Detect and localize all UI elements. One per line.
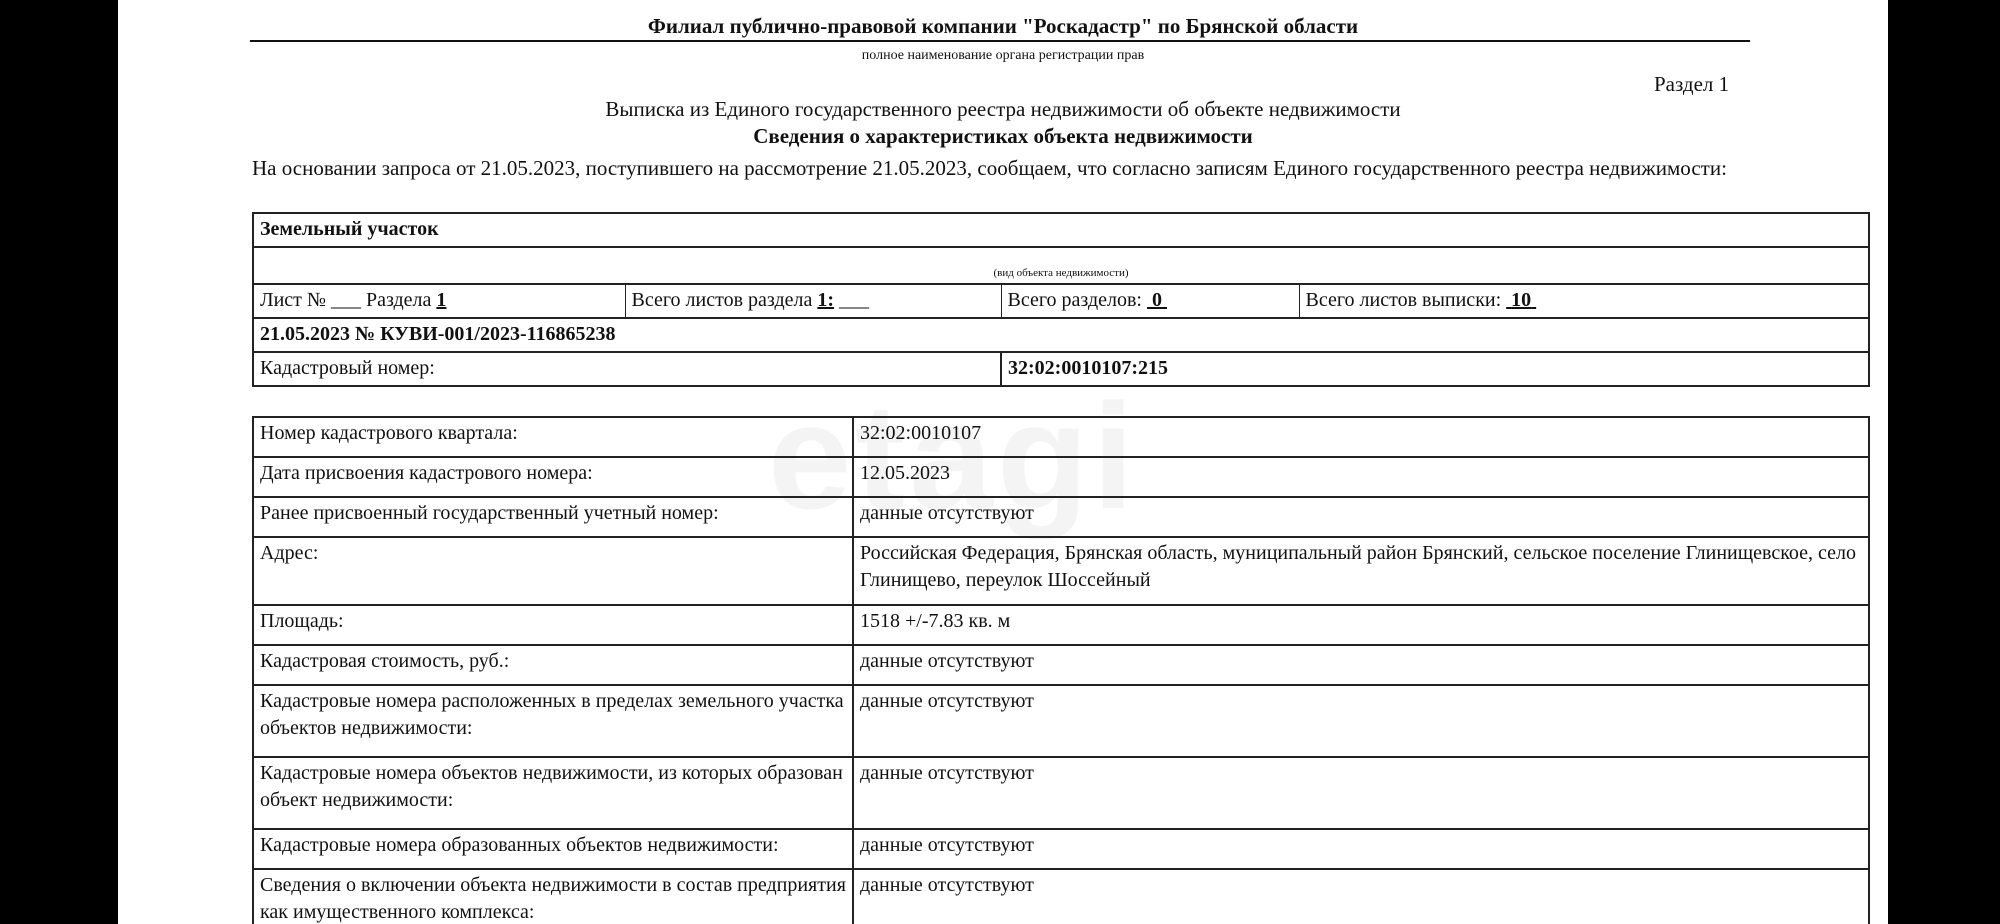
object-header-table xyxy=(252,212,1870,387)
object-type: Земельный участок xyxy=(253,213,1869,247)
document-subtitle: Сведения о характеристиках объекта недвижимости xyxy=(753,124,1253,148)
detail-value: данные отсутствуют xyxy=(853,645,1869,685)
detail-label: Номер кадастрового квартала: xyxy=(253,417,853,457)
total-sheets-section-cell: Всего листов раздела 1: ___ xyxy=(625,284,1001,318)
details-row xyxy=(253,645,1869,685)
detail-label: Адрес: xyxy=(253,537,853,605)
organization-caption: полное наименование органа регистрации прав xyxy=(861,48,1145,63)
detail-value: 12.05.2023 xyxy=(853,457,1869,497)
document-title: Выписка из Единого государственного реестра недвижимости об объекте недвижимости xyxy=(605,97,1401,121)
details-row xyxy=(253,537,1869,605)
detail-value: 32:02:0010107 xyxy=(853,417,1869,457)
organization-underline xyxy=(250,40,1750,42)
details-row xyxy=(253,757,1869,829)
details-row xyxy=(253,605,1869,645)
detail-value: Российская Федерация, Брянская область, муниципальный район Брянский, сельское поселение Глинищевское, село Глинищево, переулок Шоссейный xyxy=(853,537,1869,605)
details-row xyxy=(253,457,1869,497)
detail-value: данные отсутствуют xyxy=(853,829,1869,869)
cadastral-number-label: Кадастровый номер: xyxy=(253,352,1001,386)
detail-label: Кадастровые номера образованных объектов недвижимости: xyxy=(253,829,853,869)
object-details-table xyxy=(252,416,1870,924)
extract-reference: 21.05.2023 № КУВИ-001/2023-116865238 xyxy=(253,318,1869,352)
details-row xyxy=(253,417,1869,457)
detail-label: Дата присвоения кадастрового номера: xyxy=(253,457,853,497)
detail-value: 1518 +/-7.83 кв. м xyxy=(853,605,1869,645)
details-row xyxy=(253,685,1869,757)
intro-paragraph: На основании запроса от 21.05.2023, поступившего на рассмотрение 21.05.2023, сообщаем, что согласно записям Единого государственного реестра недвижимости: xyxy=(252,156,1727,180)
cadastral-number-value: 32:02:0010107:215 xyxy=(1001,352,1869,386)
detail-value: данные отсутствуют xyxy=(853,497,1869,537)
detail-label: Кадастровая стоимость, руб.: xyxy=(253,645,853,685)
detail-label: Площадь: xyxy=(253,605,853,645)
detail-label: Ранее присвоенный государственный учетный номер: xyxy=(253,497,853,537)
object-type-caption: (вид объекта недвижимости) xyxy=(253,247,1869,284)
sheet-number-cell: Лист № ___ Раздела 1 xyxy=(253,284,625,318)
detail-label: Сведения о включении объекта недвижимости в состав предприятия как имущественного комплекса: xyxy=(253,869,853,924)
total-sections-cell: Всего разделов: 0 xyxy=(1001,284,1299,318)
organization-name: Филиал публично-правовой компании "Роскадастр" по Брянской области xyxy=(647,14,1359,38)
details-row xyxy=(253,497,1869,537)
detail-label: Кадастровые номера объектов недвижимости, из которых образован объект недвижимости: xyxy=(253,757,853,829)
details-row xyxy=(253,829,1869,869)
detail-label: Кадастровые номера расположенных в пределах земельного участка объектов недвижимости: xyxy=(253,685,853,757)
document-page xyxy=(118,0,1888,924)
detail-value: данные отсутствуют xyxy=(853,757,1869,829)
detail-value: данные отсутствуют xyxy=(853,869,1869,924)
section-label: Раздел 1 xyxy=(1654,72,1730,96)
total-sheets-cell: Всего листов выписки: 10 xyxy=(1299,284,1869,318)
detail-value: данные отсутствуют xyxy=(853,685,1869,757)
details-row xyxy=(253,869,1869,924)
